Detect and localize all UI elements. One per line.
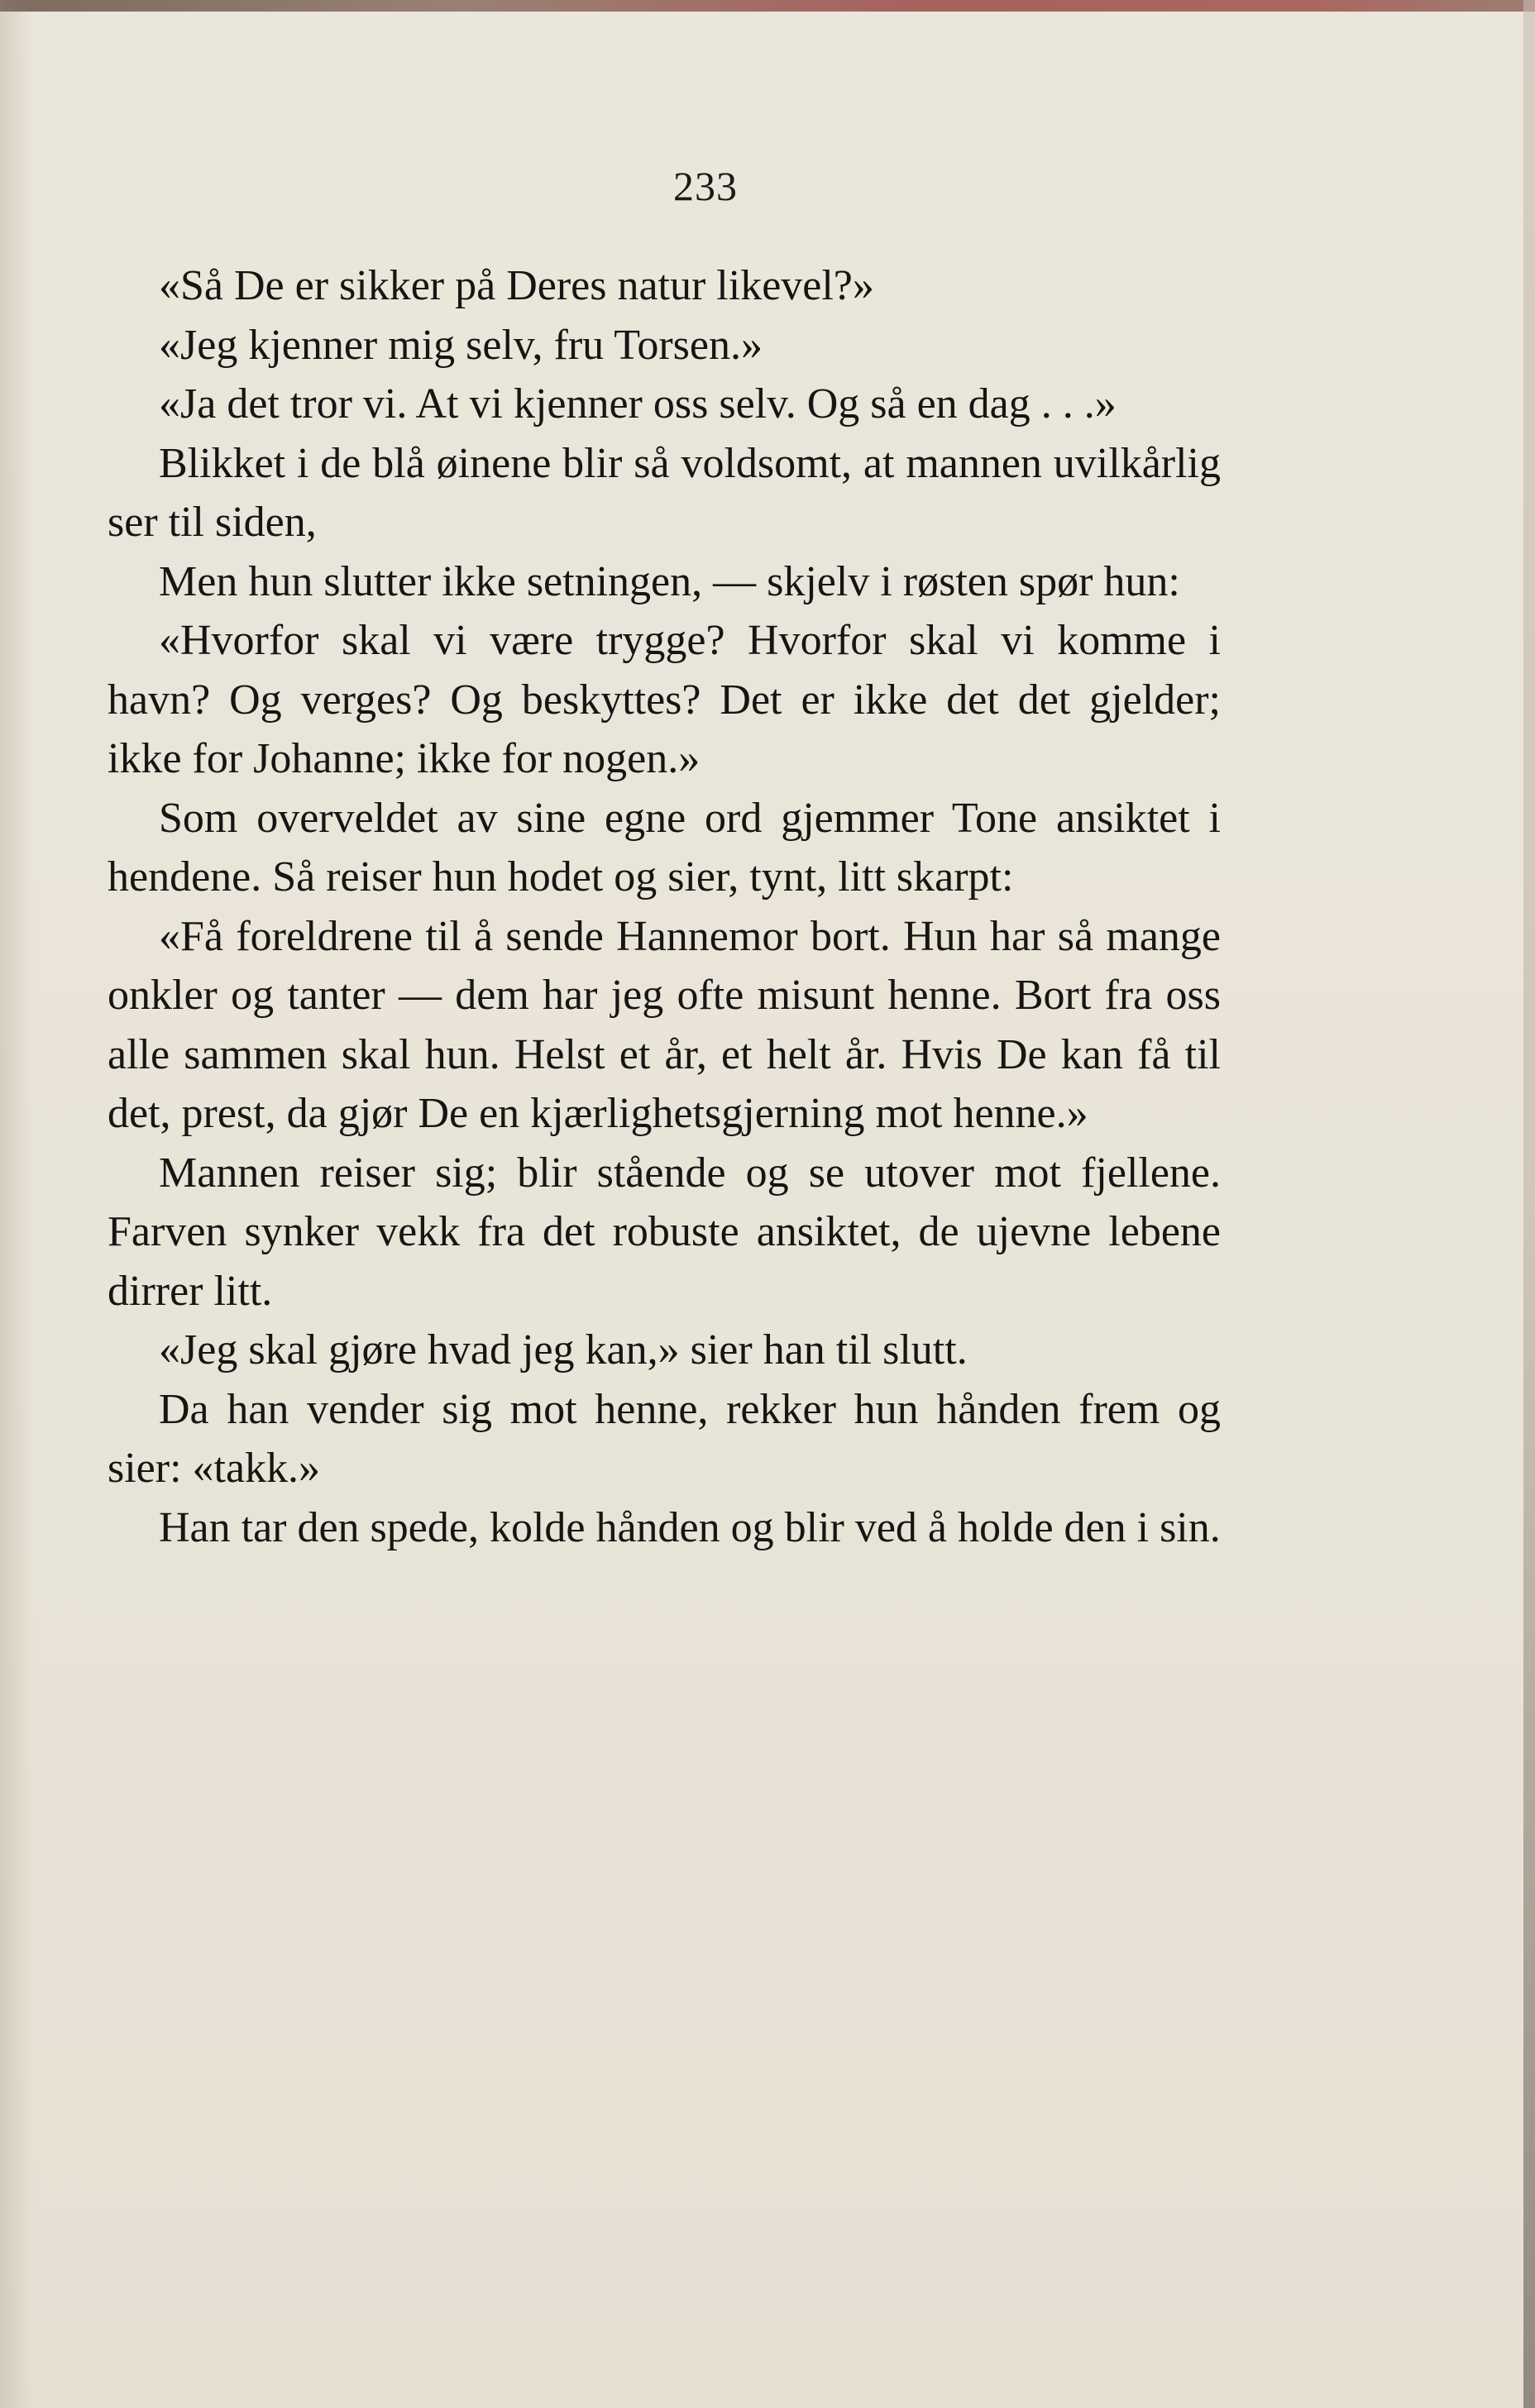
- page-right-edge: [1523, 0, 1535, 2408]
- paragraph-5: Men hun slutter ikke setningen, — skjelv i røsten spør hun:: [159, 557, 1180, 605]
- paragraph-8: «Få foreldrene til å sende Hannemor bort. Hun har så mange onkler og tanter — dem har jeg ofte misunt henne. Bort fra oss alle sammen skal hun. Helst et år, et helt år. Hvis De kan få til det, prest, da gjør De en kjærlighetsgjerning mot henne.»: [108, 912, 1221, 1137]
- body-text: [108, 256, 1221, 1557]
- paragraph-9: Mannen reiser sig; blir stående og se utover mot fjellene. Farven synker vekk fra det robuste ansiktet, de ujevne lebene dirrer litt.: [108, 1149, 1221, 1315]
- paragraph-6: «Hvorfor skal vi være trygge? Hvorfor skal vi komme i havn? Og verges? Og beskyttes? Det er ikke det det gjelder; ikke for Johanne; ikke for nogen.»: [108, 617, 1221, 782]
- paragraph-10: «Jeg skal gjøre hvad jeg kan,» sier han til slutt.: [159, 1326, 968, 1374]
- paragraph-3: «Ja det tror vi. At vi kjenner oss selv. Og så en dag . . .»: [159, 380, 1117, 428]
- page-top-edge: [0, 0, 1535, 12]
- page-number: 233: [673, 163, 738, 209]
- page-left-shade: [0, 0, 33, 2408]
- paragraph-1: «Så De er sikker på Deres natur likevel?»: [159, 262, 874, 309]
- paragraph-2: «Jeg kjenner mig selv, fru Torsen.»: [159, 321, 763, 369]
- paragraph-4: Blikket i de blå øinene blir så voldsomt, at mannen uvilkårlig ser til siden,: [108, 439, 1221, 546]
- paragraph-7: Som overveldet av sine egne ord gjemmer Tone ansiktet i hendene. Så reiser hun hodet og sier, tynt, litt skarpt:: [108, 794, 1221, 901]
- paragraph-12: Han tar den spede, kolde hånden og blir ved å holde den i sin.: [159, 1503, 1221, 1551]
- paragraph-11: Da han vender sig mot henne, rekker hun hånden frem og sier: «takk.»: [108, 1385, 1221, 1492]
